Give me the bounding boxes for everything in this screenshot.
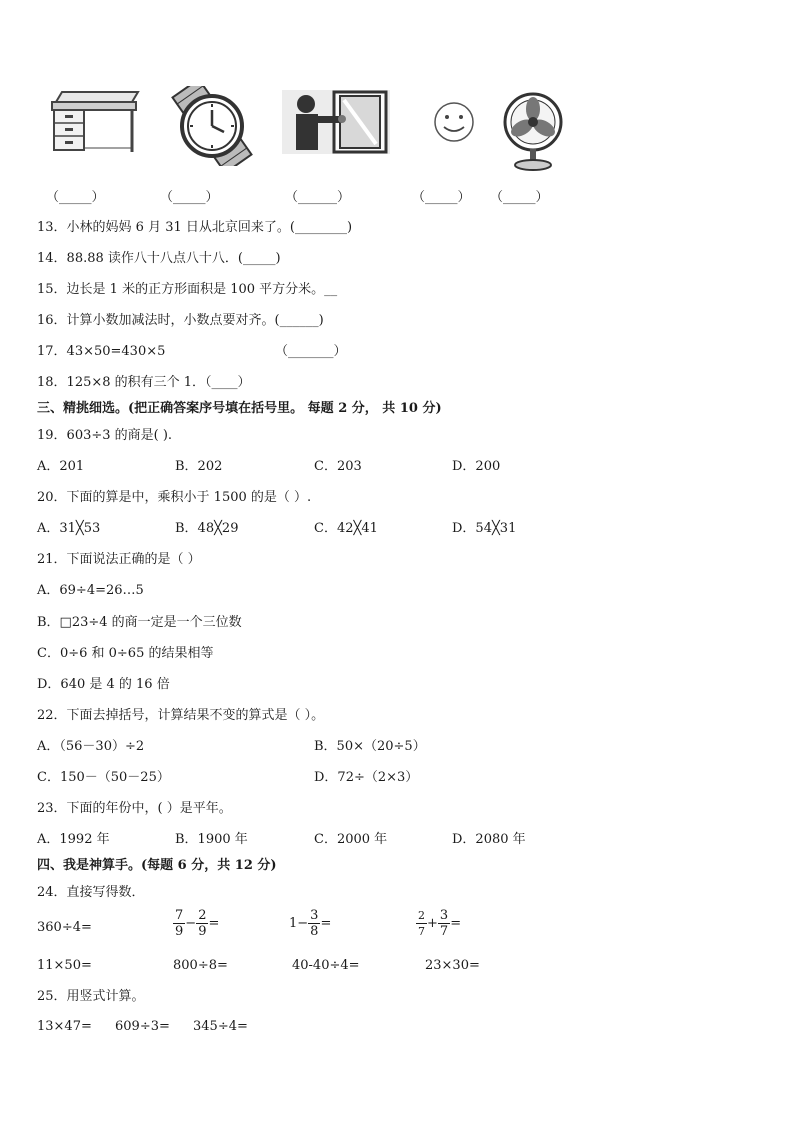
question-17-answer-blank[interactable]: （_______） bbox=[275, 344, 347, 359]
option-d[interactable]: D．200 bbox=[452, 459, 501, 474]
section-4-heading: 四、我是神算手。(每题 6 分，共 12 分) bbox=[37, 858, 277, 873]
answer-blank[interactable]: （_____） bbox=[412, 190, 471, 205]
question-14: 14．88.88 读作八十八点八十八．(_____) bbox=[37, 251, 281, 266]
question-22: 22．下面去掉括号，计算结果不变的算式是（ ）。 bbox=[37, 708, 325, 723]
question-21: 21．下面说法正确的是（ ） bbox=[37, 552, 201, 567]
expression: 609÷3= bbox=[115, 1019, 170, 1034]
fraction-expression: $\frac{2}{7}$ + $\frac{3}{7}$ = bbox=[418, 908, 462, 939]
question-24: 24．直接写得数． bbox=[37, 885, 145, 900]
option-c[interactable]: C．42╳41 bbox=[314, 521, 378, 536]
fraction-expression: 1− $\frac{3}{8}$ = bbox=[289, 908, 332, 939]
desk-icon bbox=[48, 88, 140, 160]
option-d[interactable]: D．72÷（2×3） bbox=[314, 770, 419, 785]
option-a[interactable]: A．（56－30）÷2 bbox=[37, 739, 145, 754]
option-c[interactable]: C．2000 年 bbox=[314, 832, 388, 847]
expression: 23×30= bbox=[425, 958, 480, 973]
option-c[interactable]: C．150－（50－25） bbox=[37, 770, 170, 785]
option-d[interactable]: D．640 是 4 的 16 倍 bbox=[37, 677, 170, 692]
question-18: 18．125×8 的积有三个 1．（____） bbox=[37, 375, 251, 390]
option-a[interactable]: A．1992 年 bbox=[37, 832, 110, 847]
option-a[interactable]: A．201 bbox=[37, 459, 85, 474]
answer-blank[interactable]: （_____） bbox=[46, 190, 105, 205]
question-17: 17．43×50=430×5 bbox=[37, 344, 166, 359]
person-opening-window-icon bbox=[282, 90, 390, 158]
question-19: 19．603÷3 的商是( ). bbox=[37, 428, 173, 443]
expression: 345÷4= bbox=[193, 1019, 248, 1034]
option-d[interactable]: D．2080 年 bbox=[452, 832, 526, 847]
option-b[interactable]: B．1900 年 bbox=[175, 832, 248, 847]
answer-blank[interactable]: （______） bbox=[285, 190, 351, 205]
option-d[interactable]: D．54╳31 bbox=[452, 521, 517, 536]
question-13: 13．小林的妈妈 6 月 31 日从北京回来了。(________) bbox=[37, 220, 353, 235]
option-b[interactable]: B．50×（20÷5） bbox=[314, 739, 426, 754]
expression: 11×50= bbox=[37, 958, 92, 973]
option-c[interactable]: C．0÷6 和 0÷65 的结果相等 bbox=[37, 646, 214, 661]
option-b[interactable]: B．□23÷4 的商一定是一个三位数 bbox=[37, 615, 242, 630]
electric-fan-icon bbox=[500, 92, 566, 176]
expression: 40-40÷4= bbox=[292, 958, 360, 973]
expression: 800÷8= bbox=[173, 958, 228, 973]
answer-blank[interactable]: （_____） bbox=[160, 190, 219, 205]
expression: 13×47= bbox=[37, 1019, 92, 1034]
option-b[interactable]: B．202 bbox=[175, 459, 223, 474]
expression: 360÷4= bbox=[37, 920, 92, 935]
question-20: 20．下面的算是中，乘积小于 1500 的是（ ）. bbox=[37, 490, 312, 505]
question-15: 15．边长是 1 米的正方形面积是 100 平方分米。__ bbox=[37, 282, 338, 297]
option-b[interactable]: B．48╳29 bbox=[175, 521, 239, 536]
question-25: 25．用竖式计算。 bbox=[37, 989, 145, 1004]
answer-blank[interactable]: （_____） bbox=[490, 190, 549, 205]
question-16: 16．计算小数加减法时，小数点要对齐。(______) bbox=[37, 313, 324, 328]
option-a[interactable]: A．69÷4=26…5 bbox=[37, 583, 144, 598]
question-23: 23．下面的年份中，( ）是平年。 bbox=[37, 801, 232, 816]
fraction-expression: $\frac{7}{9}$ − $\frac{2}{9}$ = bbox=[175, 908, 220, 939]
option-c[interactable]: C．203 bbox=[314, 459, 362, 474]
option-a[interactable]: A．31╳53 bbox=[37, 521, 101, 536]
section-3-heading: 三、精挑细选。(把正确答案序号填在括号里。 每题 2 分， 共 10 分) bbox=[37, 401, 442, 416]
wristwatch-icon bbox=[166, 86, 258, 170]
smiley-face-icon bbox=[433, 101, 475, 147]
